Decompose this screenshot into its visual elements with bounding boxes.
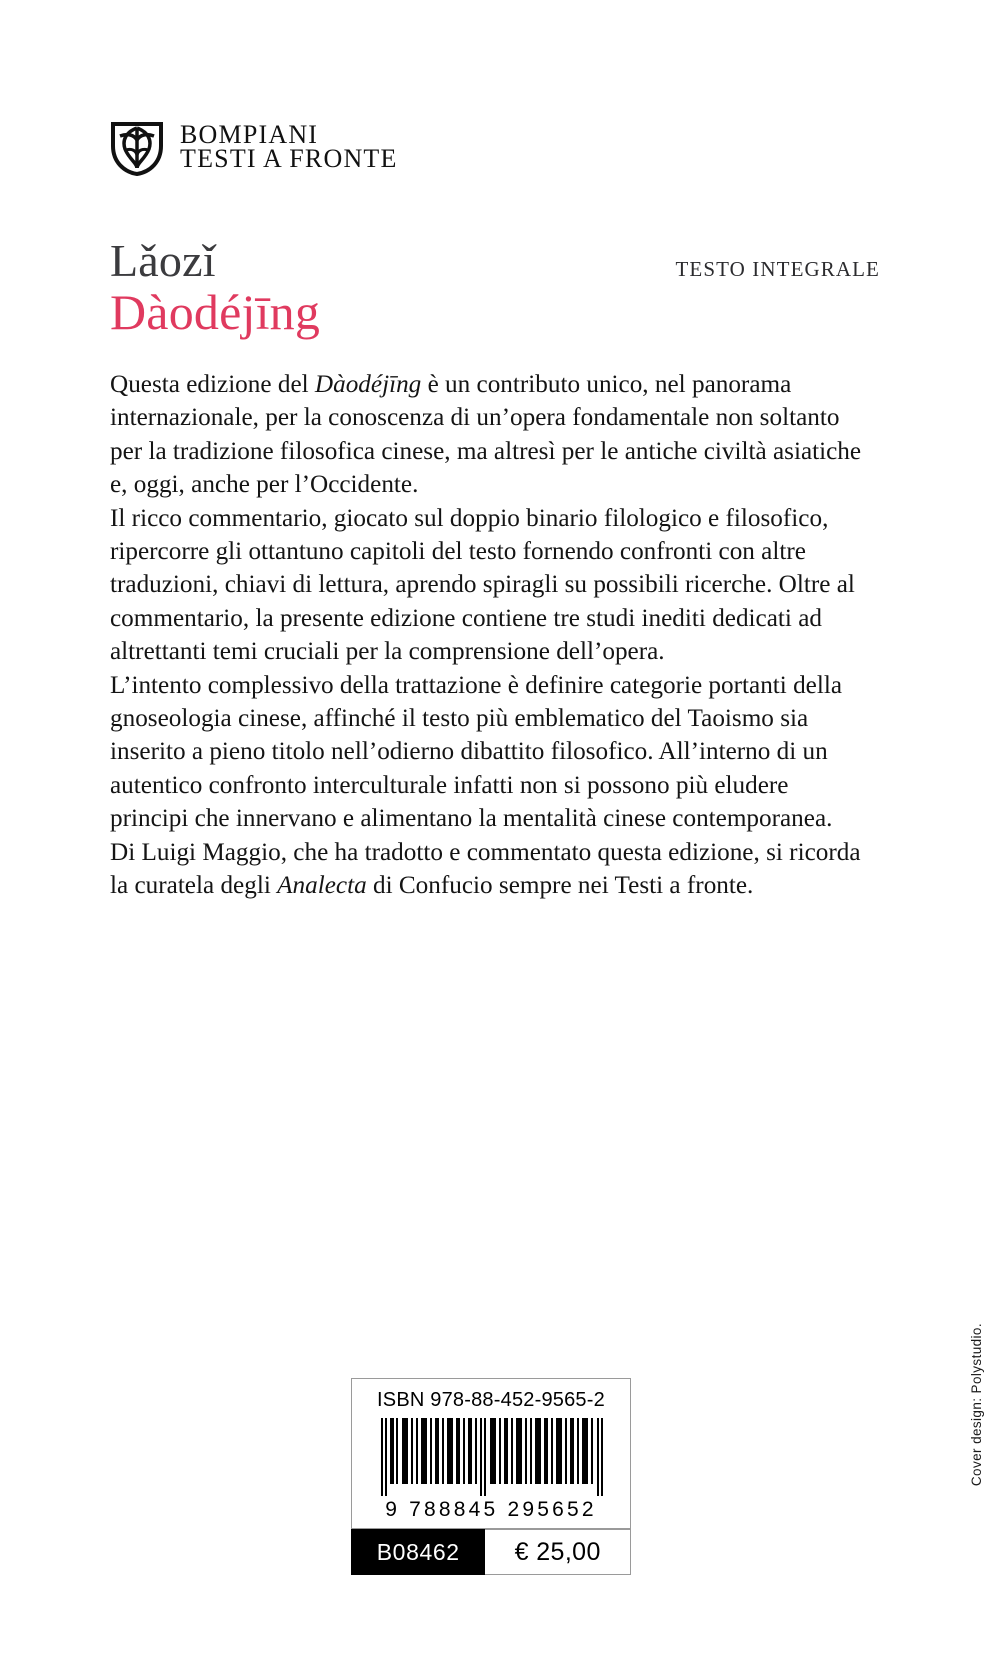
blurb-paragraph-2: Il ricco commentario, giocato sul doppio binario filologico e filosofico, ripercorre gli ottantuno capitoli del testo fornendo confronti con altre traduzioni, chiavi di lettura, aprendo spiragli su possibili ricerche. Oltre al commentario, la presente edizione contiene tre studi inediti dedicati ad altrettanti temi cruciali per la comprensione dell’opera. xyxy=(110,504,855,666)
publisher-logo xyxy=(110,118,398,176)
blurb-p3-part-b: di Confucio sempre nei Testi a fronte. xyxy=(366,872,754,900)
blurb-p3-part-a: L’intento complessivo della trattazione è definire categorie portanti della gnoseologia cinese, affinché il testo più emblematico del Taoismo sia inserito a pieno titolo nell’odierno dibattito filosofico. All’interno di un autentico confronto interculturale infatti non si possono più eludere principi che innervano e alimentano la mentalità cinese contemporanea. Di Luigi Maggio, che ha tradotto e commentato questa edizione, si ricorda la curatela degli xyxy=(110,671,861,900)
edition-tag: TESTO INTEGRALE xyxy=(675,257,880,281)
price-row xyxy=(351,1529,631,1575)
blurb-paragraph-1 xyxy=(110,368,862,502)
bompiani-shield-icon xyxy=(110,118,164,176)
title-block xyxy=(110,235,880,340)
blurb-p1-part-a: Questa edizione del xyxy=(110,371,315,398)
ean-digits: 9 788845 295652 xyxy=(385,1498,597,1521)
ean13-barcode-icon xyxy=(373,1418,609,1496)
cover-design-credit: Cover design: Polystudio. xyxy=(969,1322,984,1486)
blurb-p1-title-italic: Dàodéjīng xyxy=(314,371,422,398)
price-code: B08462 xyxy=(351,1529,485,1575)
isbn-barcode-box xyxy=(351,1378,631,1529)
publisher-wordmark xyxy=(180,120,398,173)
price-value: € 25,00 xyxy=(485,1529,631,1575)
book-title: Dàodéjīng xyxy=(110,283,321,340)
series-name: TESTI A FRONTE xyxy=(180,144,398,173)
blurb-p1-part-b: è un contributo unico, nel panorama internazionale, per la conoscenza di un’opera fondamentale non soltanto per la tradizione filosofica cinese, ma altresì per le antiche civiltà asiatiche e, oggi, anche per l’Occidente. xyxy=(110,371,862,499)
blurb-paragraph-3 xyxy=(110,669,862,903)
isbn-label: ISBN 978-88-452-9565-2 xyxy=(377,1389,605,1411)
blurb-text xyxy=(110,368,862,903)
author-name: Lǎozǐ xyxy=(110,235,216,286)
publisher-name: BOMPIANI xyxy=(180,120,319,150)
barcode-area xyxy=(351,1378,631,1575)
blurb-p3-title-italic: Analecta xyxy=(277,872,367,900)
